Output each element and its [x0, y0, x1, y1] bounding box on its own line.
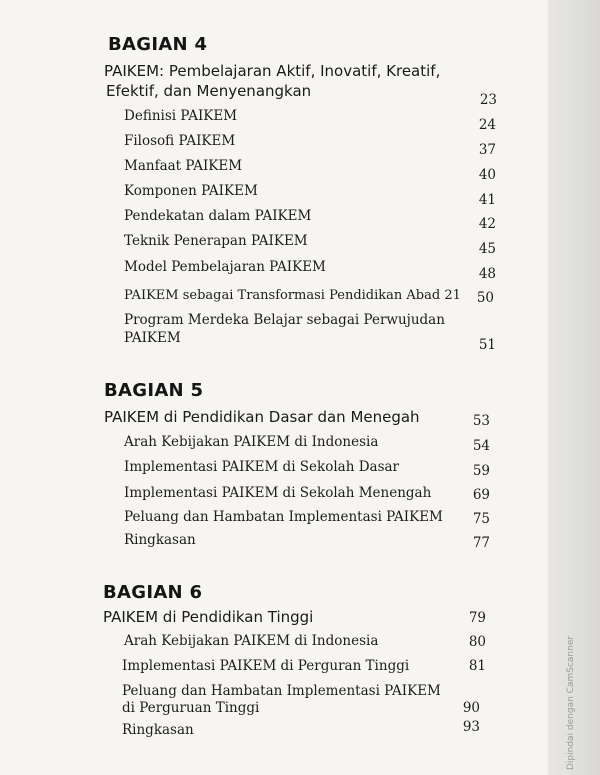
toc-page: 40 [478, 167, 496, 183]
toc-entry: Model Pembelajaran PAIKEM [124, 259, 326, 275]
toc-entry: Arah Kebijakan PAIKEM di Indonesia [124, 633, 379, 649]
toc-entry: Teknik Penerapan PAIKEM [124, 233, 308, 249]
toc-entry: Komponen PAIKEM [124, 183, 258, 199]
chapter-page-4: 23 [479, 92, 497, 108]
toc-entry: Implementasi PAIKEM di Perguran Tinggi [122, 658, 410, 674]
toc-page: 59 [472, 463, 490, 479]
toc-entry: Filosofi PAIKEM [124, 133, 236, 149]
chapter-page-5: 53 [472, 413, 490, 429]
chapter-title-5: PAIKEM di Pendidikan Dasar dan Menegah [104, 408, 420, 426]
toc-entry: Peluang dan Hambatan Implementasi PAIKEM [122, 683, 441, 699]
toc-entry: Arah Kebijakan PAIKEM di Indonesia [124, 434, 379, 450]
toc-page: 45 [478, 241, 496, 257]
toc-page: 24 [478, 117, 496, 133]
toc-page: 90 [462, 700, 480, 716]
toc-entry: Implementasi PAIKEM di Sekolah Dasar [124, 459, 400, 475]
toc-page: 80 [468, 634, 486, 650]
scanner-watermark: Dipindai dengan CamScanner [566, 635, 576, 770]
toc-page: 51 [478, 337, 496, 353]
toc-entry: Manfaat PAIKEM [124, 158, 243, 174]
toc-page: 75 [472, 511, 490, 527]
chapter-title-4-line2: Efektif, dan Menyenangkan [106, 82, 312, 100]
toc-page: 37 [478, 142, 496, 158]
toc-page: 42 [478, 216, 496, 232]
toc-page: 41 [478, 192, 496, 208]
section-heading-5: BAGIAN 5 [104, 380, 204, 401]
toc-entry: PAIKEM sebagai Transformasi Pendidikan Abad 21 [124, 288, 461, 303]
toc-entry-continued: di Perguruan Tinggi [122, 700, 260, 716]
toc-page: 77 [472, 535, 490, 551]
toc-page: 50 [476, 290, 494, 306]
toc-entry: Definisi PAIKEM [124, 108, 238, 124]
toc-page: 81 [468, 658, 486, 674]
chapter-title-4-line1: PAIKEM: Pembelajaran Aktif, Inovatif, Kreatif, [104, 62, 441, 80]
section-heading-4: BAGIAN 4 [108, 34, 208, 55]
chapter-page-6: 79 [468, 610, 486, 626]
toc-page: 48 [478, 266, 496, 282]
toc-page: 54 [472, 438, 490, 454]
toc-page: 93 [462, 719, 480, 735]
toc-page: 69 [472, 487, 490, 503]
toc-entry: Pendekatan dalam PAIKEM [124, 208, 312, 224]
toc-entry: Ringkasan [124, 532, 196, 548]
toc-entry: Peluang dan Hambatan Implementasi PAIKEM [124, 509, 443, 525]
section-heading-6: BAGIAN 6 [103, 582, 203, 603]
toc-entry: Ringkasan [122, 722, 194, 738]
toc-entry: Program Merdeka Belajar sebagai Perwujudan [124, 312, 445, 328]
chapter-title-6: PAIKEM di Pendidikan Tinggi [103, 608, 314, 626]
toc-entry: Implementasi PAIKEM di Sekolah Menengah [124, 485, 432, 501]
toc-entry-continued: PAIKEM [124, 330, 181, 346]
